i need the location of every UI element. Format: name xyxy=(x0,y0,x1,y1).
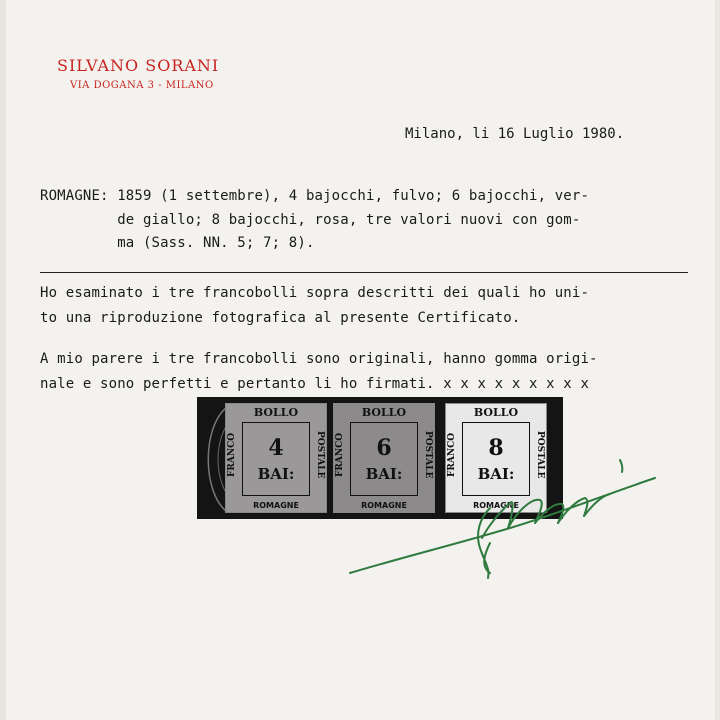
body-line: nale e sono perfetti e pertanto li ho firmati. x x x x x x x x x xyxy=(40,376,590,392)
stamp-left-text: FRANCO xyxy=(447,432,457,478)
description-line: de giallo; 8 bajocchi, rosa, tre valori nuovi con gom- xyxy=(40,212,581,228)
stamp-value-box xyxy=(242,422,310,496)
paper-edge-left xyxy=(0,0,6,720)
body-line: to una riproduzione fotografica al presente Certificato. xyxy=(40,310,521,326)
stamp-left-text: FRANCO xyxy=(335,432,345,478)
paper-edge-right xyxy=(715,0,720,720)
divider-rule xyxy=(40,272,688,273)
letterhead-address: VIA DOGANA 3 - MILANO xyxy=(70,80,214,91)
handwritten-signature xyxy=(340,448,660,598)
stamp-bottom-text: ROMAGNE xyxy=(253,501,299,510)
stamp-right-text: POSTALE xyxy=(535,431,545,479)
stamp-value: BAI: xyxy=(365,465,403,483)
description-line: ROMAGNE: 1859 (1 settembre), 4 bajocchi, fulvo; 6 bajocchi, ver- xyxy=(40,188,590,204)
letterhead-name: SILVANO SORANI xyxy=(57,56,220,75)
stamp-top-text: BOLLO xyxy=(473,406,519,419)
stamp-left-text: FRANCO xyxy=(227,432,237,478)
stamp-top-text: BOLLO xyxy=(361,406,407,419)
stamp-number: 8 xyxy=(488,435,504,461)
stamp-number: 6 xyxy=(376,435,392,461)
stamp-number: 4 xyxy=(268,435,284,461)
stamp-top-text: BOLLO xyxy=(253,406,299,419)
stamp-bottom-text: ROMAGNE xyxy=(473,501,519,510)
body-line: Ho esaminato i tre francobolli sopra descritti dei quali ho uni- xyxy=(40,285,590,301)
stamp-value: BAI: xyxy=(477,465,515,483)
stamp-value: BAI: xyxy=(257,465,295,483)
body-line: A mio parere i tre francobolli sono originali, hanno gomma origi- xyxy=(40,351,598,367)
stamp-4-bajocchi xyxy=(225,403,327,513)
stamp-bottom-text: ROMAGNE xyxy=(361,501,407,510)
description-line: ma (Sass. NN. 5; 7; 8). xyxy=(40,235,315,251)
date-line: Milano, li 16 Luglio 1980. xyxy=(405,126,625,142)
stamp-right-text: POSTALE xyxy=(423,431,433,479)
stamp-right-text: POSTALE xyxy=(315,431,325,479)
